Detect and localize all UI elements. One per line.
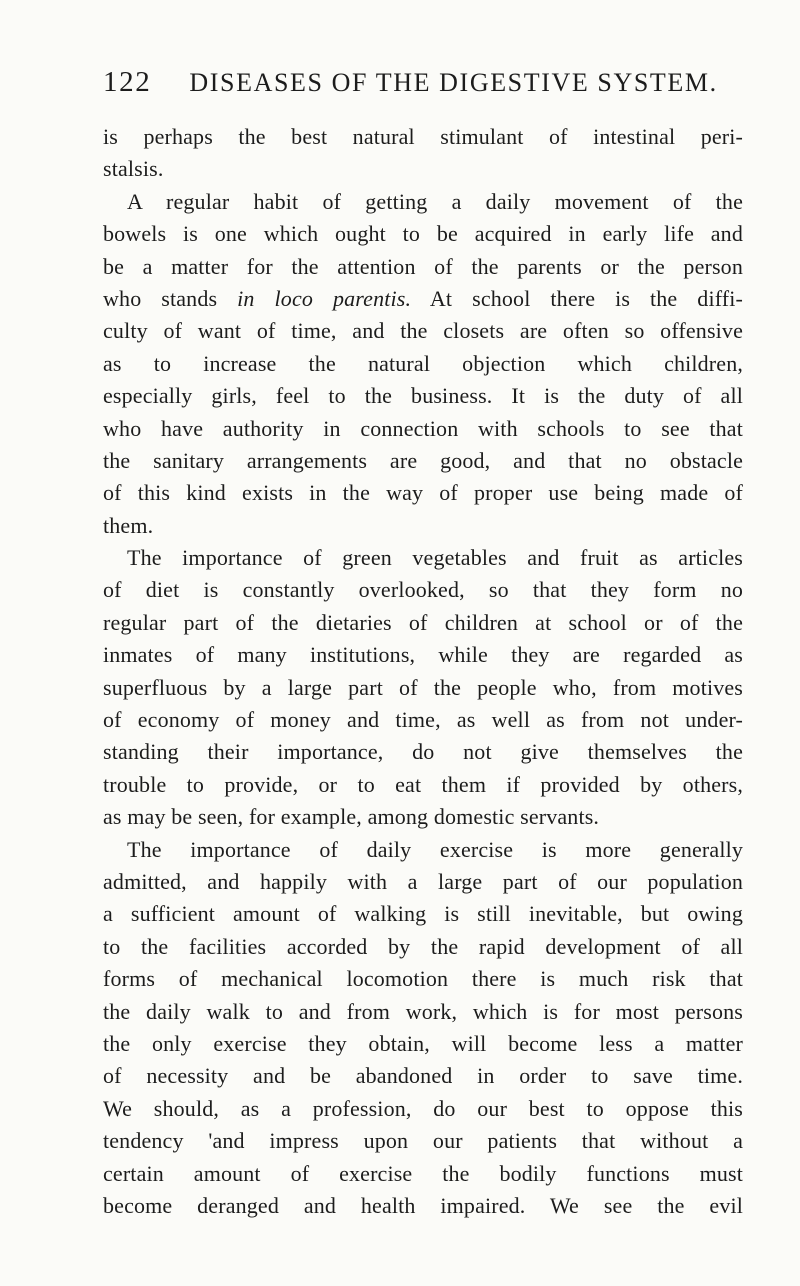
page-number: 122 xyxy=(103,66,152,98)
text-line: forms of mechanical locomotion there is much risk that xyxy=(103,966,743,992)
body-text xyxy=(103,121,743,1222)
text-line: as may be seen, for example, among domestic servants. xyxy=(103,804,600,830)
text-line: to the facilities accorded by the rapid development of all xyxy=(103,933,743,959)
text-line: who have authority in connection with schools to see that xyxy=(103,415,743,441)
text-line: tendency 'and impress upon our patients that without a xyxy=(103,1128,743,1154)
italic-phrase: in loco parentis. xyxy=(237,285,412,311)
text-line: is perhaps the best natural stimulant of intestinal peri- xyxy=(103,124,743,149)
running-head: DISEASES OF THE DIGESTIVE SYSTEM. xyxy=(189,68,718,97)
text-line: superfluous by a large part of the people who, from motives xyxy=(103,674,743,700)
text-line: of necessity and be abandoned in order to save time. xyxy=(103,1063,743,1089)
text-line: of economy of money and time, as well as from not under- xyxy=(103,707,743,733)
text-line: certain amount of exercise the bodily functions must xyxy=(103,1160,743,1186)
text-line: of diet is constantly overlooked, so that they form no xyxy=(103,577,743,603)
text-line: We should, as a profession, do our best to oppose this xyxy=(103,1095,743,1121)
text-line: especially girls, feel to the business. It is the duty of all xyxy=(103,383,743,409)
text-line: stalsis. xyxy=(103,156,164,182)
text-line: The importance of daily exercise is more generally xyxy=(127,836,743,862)
text-line: of this kind exists in the way of proper use being made of xyxy=(103,480,743,506)
text-line: a sufficient amount of walking is still inevitable, but owing xyxy=(103,901,743,927)
text-line: trouble to provide, or to eat them if provided by others, xyxy=(103,771,743,797)
text-segment: At school there is the diffi- xyxy=(429,285,744,311)
text-line: bowels is one which ought to be acquired in early life and xyxy=(103,221,743,247)
text-line: the sanitary arrangements are good, and that no obstacle xyxy=(103,447,743,473)
text-line: as to increase the natural objection which children, xyxy=(103,350,743,376)
text-line: them. xyxy=(103,512,154,538)
text-line: regular part of the dietaries of children at school or of the xyxy=(103,609,743,635)
page-header xyxy=(103,66,753,112)
text-line: culty of want of time, and the closets are often so offensive xyxy=(103,318,743,344)
text-line: A regular habit of getting a daily movement of the xyxy=(127,188,743,214)
text-line: inmates of many institutions, while they are regarded as xyxy=(103,642,743,668)
text-line xyxy=(103,283,743,315)
text-line: The importance of green vegetables and fruit as articles xyxy=(127,545,743,571)
text-line: admitted, and happily with a large part of our population xyxy=(103,868,743,894)
text-line: standing their importance, do not give themselves the xyxy=(103,739,743,765)
text-segment: who stands xyxy=(103,285,218,311)
text-line: the only exercise they obtain, will become less a matter xyxy=(103,1030,743,1056)
text-line: the daily walk to and from work, which is for most persons xyxy=(103,998,743,1024)
text-line: become deranged and health impaired. We see the evil xyxy=(103,1192,743,1218)
text-line: be a matter for the attention of the parents or the person xyxy=(103,253,743,279)
